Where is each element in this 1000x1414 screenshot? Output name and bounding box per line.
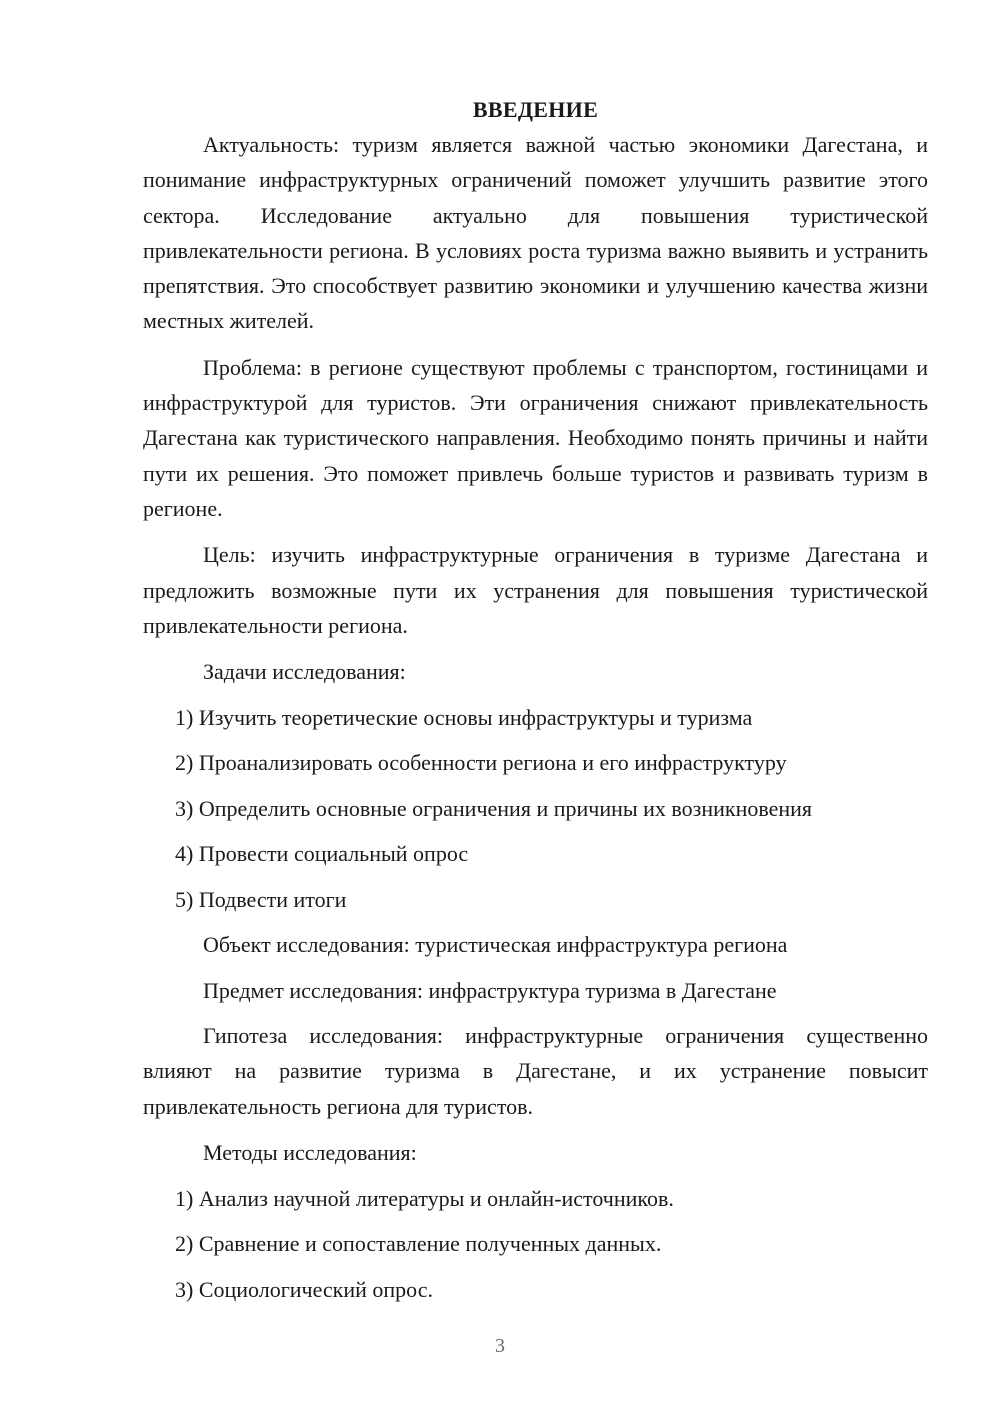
list-item: 3) Определить основные ограничения и причины их возникновения	[175, 795, 813, 821]
page-title: ВВЕДЕНИЕ	[472, 97, 599, 122]
tasks-heading: Задачи исследования:	[203, 659, 406, 685]
list-item: 4) Провести социальный опрос	[175, 841, 469, 867]
goal-paragraph: Цель: изучить инфраструктурные ограничения в туризме Дагестана и предложить возможные пути их устранения для повышения туристической привлекательности региона.	[143, 542, 928, 638]
hypothesis-paragraph: Гипотеза исследования: инфраструктурные ограничения существенно влияют на развитие туризма в Дагестане, и их устранение повысит привлекательность региона для туристов.	[143, 1023, 928, 1119]
relevance-paragraph: Актуальность: туризм является важной частью экономики Дагестана, и понимание инфраструктурных ограничений поможет улучшить развитие этого сектора. Исследование актуально для повышения туристической привлекательности региона. В условиях роста туризма важно выявить и устранить препятствия. Это способствует развитию экономики и улучшению качества жизни местных жителей.	[143, 132, 928, 334]
list-item: 1) Изучить теоретические основы инфраструктуры и туризма	[175, 704, 753, 730]
document-page	[143, 92, 928, 1317]
list-item: 1) Анализ научной литературы и онлайн-источников.	[175, 1185, 674, 1211]
research-object: Объект исследования: туристическая инфраструктура региона	[203, 932, 788, 958]
problem-paragraph: Проблема: в регионе существуют проблемы с транспортом, гостиницами и инфраструктурой для туристов. Эти ограничения снижают привлекательность Дагестана как туристического направления. Необходимо понять причины и найти пути их решения. Это поможет привлечь больше туристов и развивать туризм в регионе.	[143, 354, 928, 521]
methods-list	[143, 1181, 928, 1307]
list-item: 2) Сравнение и сопоставление полученных данных.	[175, 1231, 662, 1257]
list-item: 5) Подвести итоги	[175, 886, 347, 912]
page-number: 3	[495, 1335, 505, 1357]
methods-heading: Методы исследования:	[203, 1140, 417, 1166]
research-subject: Предмет исследования: инфраструктура туризма в Дагестане	[203, 977, 777, 1003]
list-item: 3) Социологический опрос.	[175, 1276, 433, 1302]
list-item: 2) Проанализировать особенности региона и его инфраструктуру	[175, 750, 787, 776]
tasks-list	[143, 700, 928, 917]
